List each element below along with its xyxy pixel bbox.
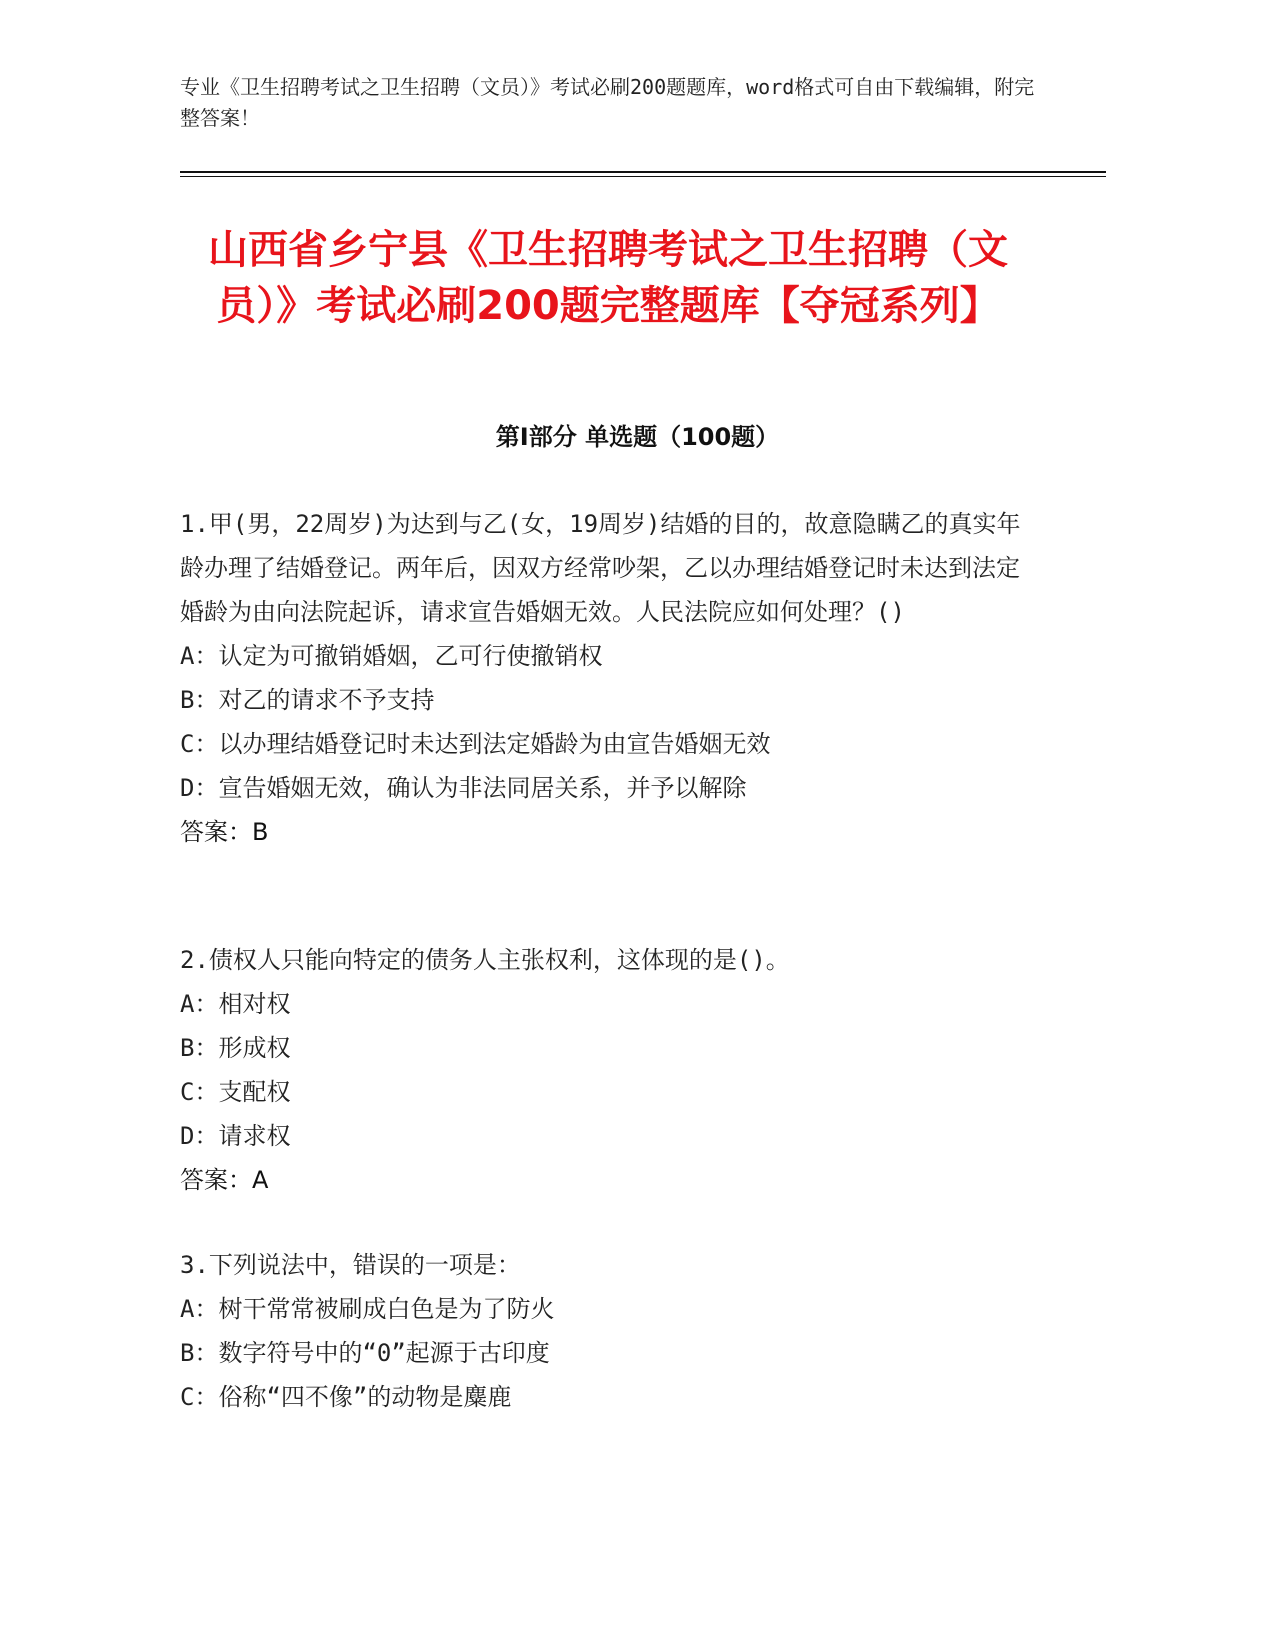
option-c: C：以办理结婚登记时未达到法定婚龄为由宣告婚姻无效 (180, 730, 771, 758)
option-b: B：形成权 (180, 1034, 291, 1062)
answer: 答案：A (180, 1166, 269, 1194)
header-divider-thin (180, 176, 1106, 177)
question-3 (180, 1243, 1030, 1419)
option-d: D：宣告婚姻无效，确认为非法同居关系，并予以解除 (180, 774, 747, 802)
document-title: 山西省乡宁县《卫生招聘考试之卫生招聘（文员）》考试必刷200题完整题库【夺冠系列】 (208, 227, 1008, 329)
option-c: C：支配权 (180, 1078, 291, 1106)
option-b: B：对乙的请求不予支持 (180, 686, 435, 714)
option-a: A：树干常常被刷成白色是为了防火 (180, 1295, 555, 1323)
option-d: D：请求权 (180, 1122, 291, 1150)
answer: 答案：B (180, 818, 269, 846)
question-stem: 2.债权人只能向特定的债务人主张权利，这体现的是()。 (180, 946, 790, 974)
section-title: 第Ⅰ部分 单选题（100题） (495, 423, 780, 451)
question-stem: 1.甲(男，22周岁)为达到与乙(女，19周岁)结婚的目的，故意隐瞒乙的真实年龄办理了结婚登记。两年后，因双方经常吵架，乙以办理结婚登记时未达到法定婚龄为由向法院起诉，请求宣告婚姻无效。人民法院应如何处理？() (180, 510, 1021, 626)
question-2 (180, 938, 1030, 1202)
option-c: C：俗称“四不像”的动物是麋鹿 (180, 1383, 512, 1411)
option-a: A：相对权 (180, 990, 291, 1018)
question-1 (180, 502, 1030, 854)
header-divider-thick (180, 171, 1106, 173)
option-b: B：数字符号中的“0”起源于古印度 (180, 1339, 550, 1367)
option-a: A：认定为可撤销婚姻，乙可行使撤销权 (180, 642, 603, 670)
header-note: 专业《卫生招聘考试之卫生招聘（文员）》考试必刷200题题库，word格式可自由下载编辑，附完整答案！ (180, 75, 1035, 130)
question-stem: 3.下列说法中，错误的一项是： (180, 1251, 521, 1279)
